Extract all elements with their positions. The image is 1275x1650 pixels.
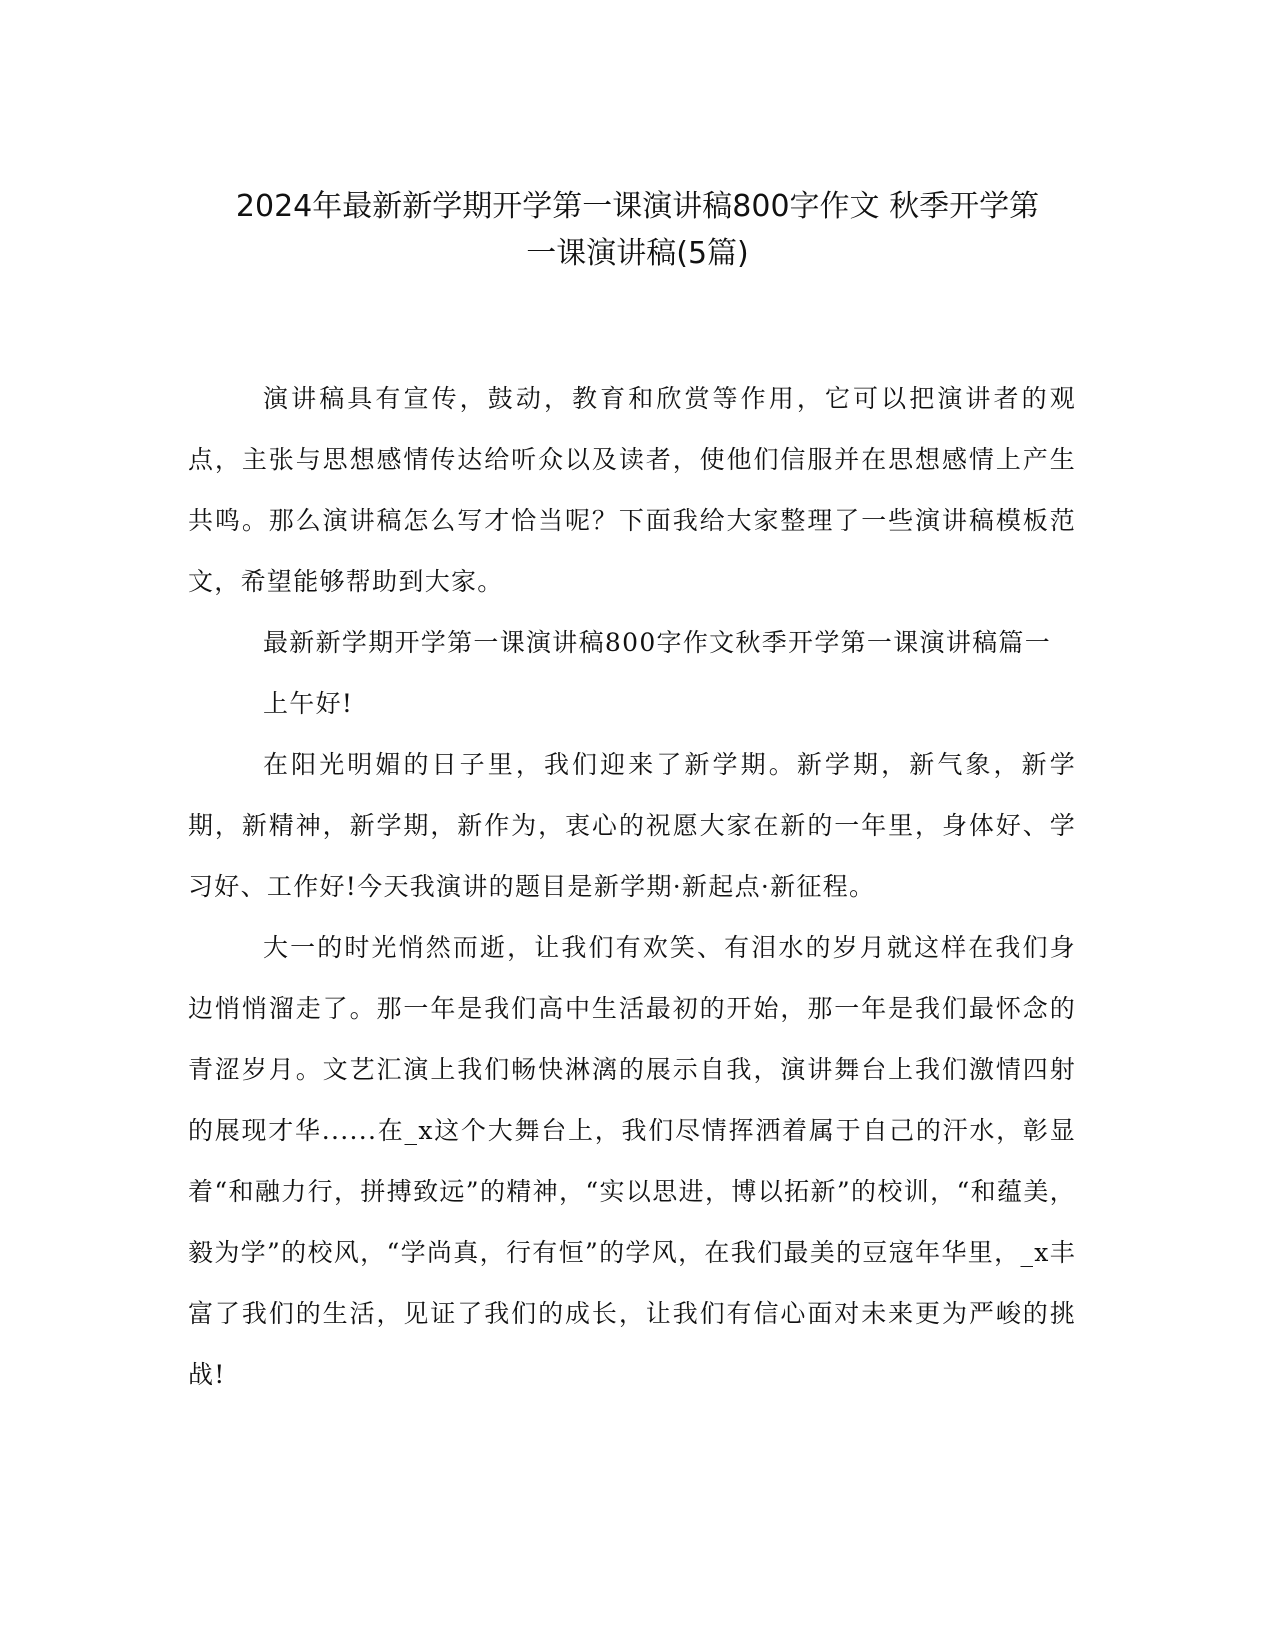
paragraph-body-2: 大一的时光悄然而逝，让我们有欢笑、有泪水的岁月就这样在我们身边悄悄溜走了。那一年是我们高中生活最初的开始，那一年是我们最怀念的青涩岁月。文艺汇演上我们畅快淋漓的展示自我，演讲舞台上我们激情四射的展现才华......在_x这个大舞台上，我们尽情挥洒着属于自己的汗水，彰显着“和融力行，拼搏致远”的精神，“实以思进，博以拓新”的校训，“和蕴美，毅为学”的校风，“学尚真，行有恒”的学风，在我们最美的豆寇年华里，_x丰富了我们的生活，见证了我们的成长，让我们有信心面对未来更为严峻的挑战! bbox=[188, 933, 1076, 1389]
paragraph-intro: 演讲稿具有宣传，鼓动，教育和欣赏等作用，它可以把演讲者的观点，主张与思想感情传达给听众以及读者，使他们信服并在思想感情上产生共鸣。那么演讲稿怎么写才恰当呢？下面我给大家整理了一些演讲稿模板范文，希望能够帮助到大家。 bbox=[188, 384, 1076, 596]
paragraph-greeting: 上午好! bbox=[263, 689, 354, 718]
document-title bbox=[150, 183, 1125, 277]
document-body bbox=[188, 368, 1076, 1405]
title-line-2: 一课演讲稿(5篇) bbox=[526, 236, 749, 271]
paragraph-heading: 最新新学期开学第一课演讲稿800字作文秋季开学第一课演讲稿篇一 bbox=[263, 628, 1052, 657]
paragraph-body-1: 在阳光明媚的日子里，我们迎来了新学期。新学期，新气象，新学期，新精神，新学期，新作为，衷心的祝愿大家在新的一年里，身体好、学习好、工作好!今天我演讲的题目是新学期·新起点·新征程。 bbox=[188, 750, 1076, 901]
title-line-1: 2024年最新新学期开学第一课演讲稿800字作文 秋季开学第 bbox=[235, 189, 1040, 224]
